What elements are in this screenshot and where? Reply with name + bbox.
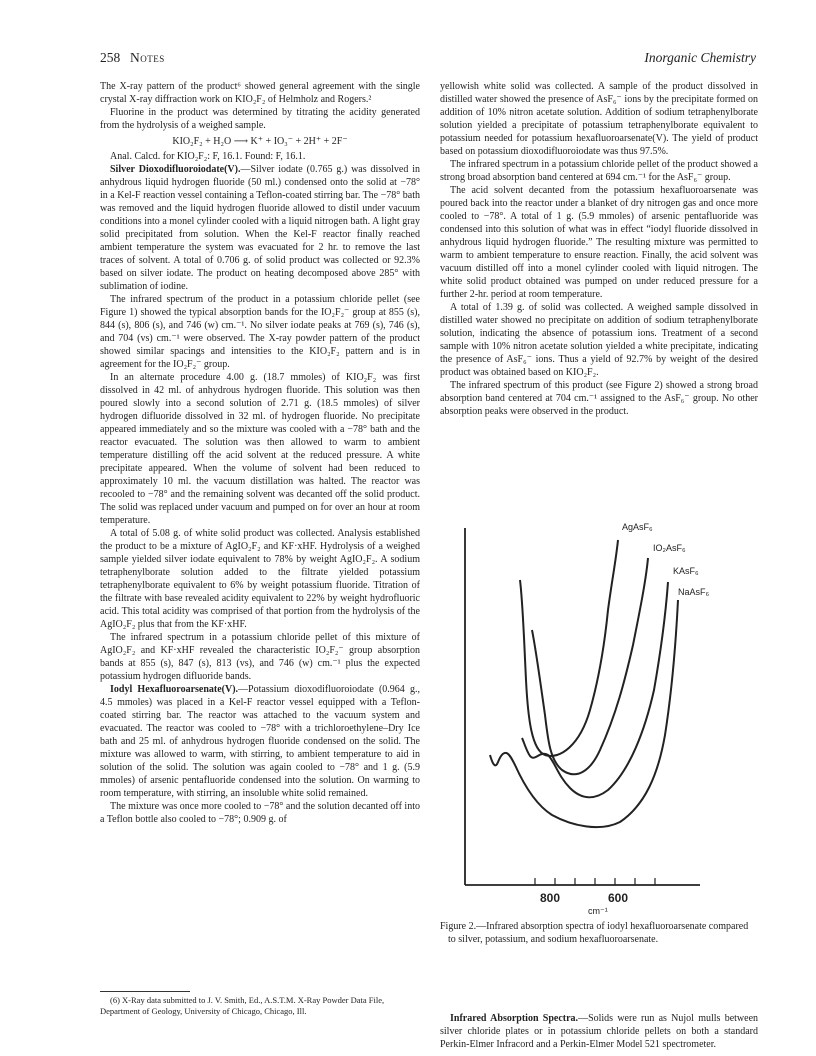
paragraph: The infrared spectrum of the product in a potassium chloride pellet (see Figure 1) showed the typical absorption bands for the IO₂F₂⁻ group at 855 (s), 844 (s), 806 (s), and 746 (w) cm.⁻¹. No silver iodate peaks at 769 (s), 746 (s), and 704 (vs) cm.⁻¹ were observed. The X-ray powder pattern of the product showed similar spacings and intensities to the KIO₂F₂ pattern and is in agreement for the IO₂F₂⁻ group. <box>100 294 420 370</box>
paragraph: Fluorine in the product was determined by titrating the acidity generated from the hydrolysis of a weighed sample. <box>100 107 420 131</box>
analysis-line: Anal. Calcd. for KIO₂F₂: F, 16.1. Found: F, 16.1. <box>110 151 306 162</box>
iodyl-text: —Potassium dioxodifluoroiodate (0.964 g., 4.5 mmoles) was placed in a Kel-F reactor vessel equipped with a Teflon-coated stirring bar. The reactor was attached to the vacuum system and evacuated. The reactor was cooled to −78° with a trichloroethylene–Dry Ice bath and 25 ml. of anhydrous hydrogen fluoride condensed on the solid. The mixture was allowed to warm, with stirring, to ambient temperature to aid in solution of the solid. The solution was again cooled to −78° and 1 g. (5.9 mmoles) of arsenic pentafluoride condensed into the solution. On warming to room temperature, with stirring, an insoluble white solid remained. <box>100 684 420 799</box>
figure-2-spectra <box>440 500 758 830</box>
iodyl-heading: Iodyl Hexafluoroarsenate(V). <box>110 684 239 695</box>
paragraph: In an alternate procedure 4.00 g. (18.7 mmoles) of KIO₂F₂ was first dissolved in 42 ml. of anhydrous hydrogen fluoride. This solution was then poured slowly into a second solution of 2.71 g. (18.5 mmoles) of silver hydrogen difluoride dissolved in 32 ml. of hydrogen fluoride. No precipitate appeared immediately and so the mixture was cooled with a −78° bath and the reactor evacuated. The solution was then allowed to warm to ambient temperature distilling off the acid solvent at the reduced pressure. A white precipitate appeared. When the volume of solvent had been reduced to approximately 10 ml. the vacuum distillation was halted. The reactor was recooled to −78° and the remaining solvent was decanted off the solid product. The solid was replaced under vacuum and pumped on for over an hour at room temperature. <box>100 372 420 526</box>
paragraph: A total of 5.08 g. of white solid product was collected. Analysis established the product to be a mixture of AgIO₂F₂ and KF·xHF. Hydrolysis of a weighed sample yielded silver iodate equivalent to 78% by weight AgIO₂F₂. A sodium tetraphenylborate solution added to the filtrate yielded potassium tetraphenylborate equivalent to 6% by weight potassium fluoride. Titration of the filtrate with base revealed acidity equivalent to 22% by weight hydrofluoric acid. This total acidity was comprised of that portion from the hydrolysis of the AgIO₂F₂ plus that from the KF·xHF. <box>100 528 420 630</box>
label-agasf6: AgAsF₆ <box>622 522 653 532</box>
ir-text: —Solids were run as Nujol mulls between silver chloride plates or in potassium chloride pellets on both a standard Perkin-Elmer Infracord and a Perkin-Elmer Model 521 spectrometer. <box>440 1013 759 1050</box>
journal-title: Inorganic Chemistry <box>644 50 756 65</box>
ir-section <box>440 1012 758 1051</box>
paragraph: A total of 1.39 g. of solid was collected. A weighed sample dissolved in distilled water showed no precipitate on addition of sodium tetraphenylborate solution, indicating the absence of potassium ions. Treatment of a second sample with 10% nitron acetate solution yielded a white precipitate, indicating the presence of AsF₆⁻ ions. Thus a yield of 92.7% by weight of the desired product was obtained based on KIO₂F₂. <box>440 302 758 378</box>
section-title: Notes <box>130 50 165 65</box>
equation: KIO₂F₂ + H₂O ⟶ K⁺ + IO₃⁻ + 2H⁺ + 2F⁻ <box>172 136 348 147</box>
footnote-rule <box>100 991 190 992</box>
ir-heading: Infrared Absorption Spectra. <box>450 1013 579 1024</box>
x-tick-label-800: 800 <box>540 891 561 905</box>
left-column <box>100 80 420 826</box>
section-paragraph-iodyl <box>100 683 420 800</box>
silver-heading: Silver Dioxodifluoroiodate(V). <box>110 164 241 175</box>
paragraph: The infrared spectrum in a potassium chloride pellet of this mixture of AgIO₂F₂ and KF·xHF revealed the characteristic IO₂F₂⁻ group absorption bands at 855 (s), 847 (s), 813 (vs), and 746 (w) cm.⁻¹ plus the expected potassium hydrogen difluoride bands. <box>100 632 420 682</box>
section-paragraph-silver <box>100 163 420 293</box>
ir-paragraph <box>440 1012 758 1051</box>
right-column <box>440 80 758 418</box>
label-kasf6: KAsF₆ <box>673 566 699 576</box>
figure-2-x-axis <box>440 830 758 910</box>
paragraph: The infrared spectrum in a potassium chloride pellet of the product showed a strong broad absorption band centered at 694 cm.⁻¹ for the AsF₆⁻ group. <box>440 159 758 183</box>
caption-text: Figure 2.—Infrared absorption spectra of iodyl hexafluoroarsenate compared to silver, potassium, and sodium hexafluoroarsenate. <box>440 921 749 945</box>
paragraph: The acid solvent decanted from the potassium hexafluoroarsenate was poured back into the reactor under a blanket of dry nitrogen gas and once more cooled to −78°. A total of 1 g. (5.9 mmoles) of arsenic pentafluoride was condensed into this solution of what was in effect “iodyl fluoride dissolved in anhydrous liquid hydrogen fluoride.” The resulting mixture was permitted to warm to ambient temperature to ensure reaction. Finally, the acid solvent was vacuum distilled off into a monel cylinder cooled with liquid nitrogen. The white solid product obtained was pumped on under reduced pressure for a further 2-hr. period at room temperature. <box>440 185 758 300</box>
label-io2asf6: IO₂AsF₆ <box>653 543 686 553</box>
page-header <box>100 50 756 66</box>
footnote <box>100 995 420 1017</box>
spectrum-io2asf6 <box>532 558 648 774</box>
paragraph: The mixture was once more cooled to −78° and the solution decanted off into a Teflon bottle also cooled to −78°; 0.909 g. of <box>100 801 420 825</box>
label-naasf6: NaAsF₆ <box>678 587 710 597</box>
paragraph: The infrared spectrum of this product (see Figure 2) showed a strong broad absorption band centered at 704 cm.⁻¹ assigned to the AsF₆⁻ group. No other absorption peaks were observed in the product. <box>440 380 758 417</box>
paragraph: yellowish white solid was collected. A sample of the product dissolved in distilled water showed the presence of AsF₆⁻ ions by the precipitate formed on addition of 10% nitron acetate solution. Addition of sodium tetraphenylborate solution yielded a precipitate of potassium tetraphenylborate equivalent to potassium needed for potassium hexafluoroarsenate(V). The yield of product based on potassium dioxodifluoroiodate was thus 97.5%. <box>440 81 758 157</box>
page-number: 258 <box>100 50 121 65</box>
paragraph: The X-ray pattern of the product⁶ showed general agreement with the single crystal X-ray diffraction work on KIO₂F₂ of Helmholz and Rogers.² <box>100 81 420 105</box>
x-tick-label-600: 600 <box>608 891 629 905</box>
figure-caption <box>440 920 758 946</box>
x-axis-unit: cm⁻¹ <box>588 906 608 916</box>
spectrum-naasf6 <box>490 600 678 827</box>
silver-text: —Silver iodate (0.765 g.) was dissolved in anhydrous liquid hydrogen fluoride (50 ml.) condensed onto the solid at −78° in a Kel-F reaction vessel containing a Teflon-coated stirring bar. The −78° bath was removed and the liquid hydrogen fluoride allowed to distil under vacuum conditions into a monel cylinder cooled with a liquid nitrogen bath. A light gray solid precipitated from solution. When the Kel-F reactor finally reached ambient temperature the system was evacuated for 2 hr. to remove the last traces of solvent. A total of 0.706 g. of solid product was collected or 92.3% based on silver iodate. The product on heating decomposed above 285° with sublimation of iodine. <box>100 164 420 292</box>
footnote-text: (6) X-Ray data submitted to J. V. Smith, Ed., A.S.T.M. X-Ray Powder Data File, Department of Geology, University of Chicago, Chicago, Ill. <box>100 995 385 1016</box>
